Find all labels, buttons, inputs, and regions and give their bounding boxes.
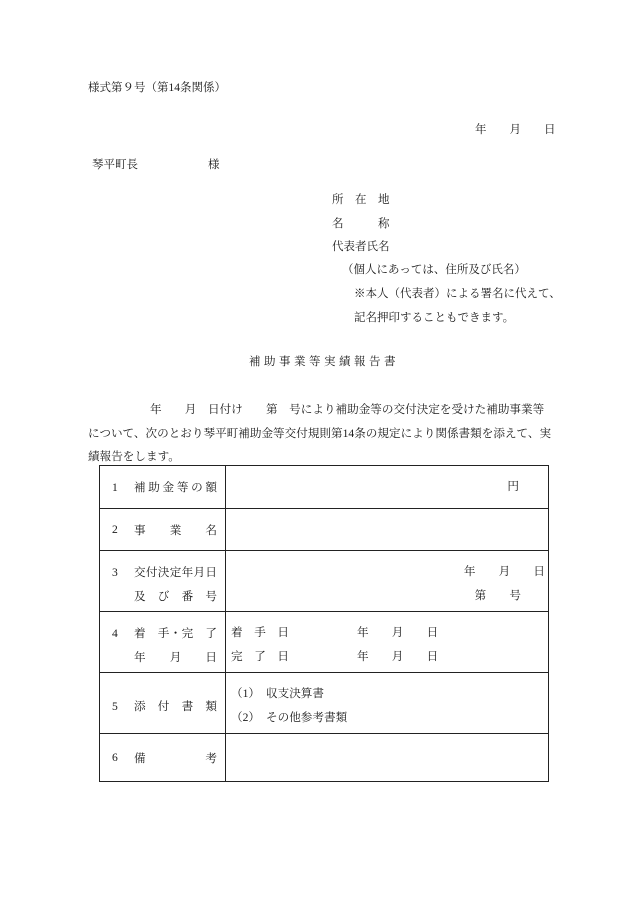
label-cell bbox=[100, 734, 226, 781]
value-cell bbox=[226, 466, 548, 508]
label-cell bbox=[100, 551, 226, 611]
table-row-attachments bbox=[100, 672, 548, 733]
row-number: 2 bbox=[112, 523, 118, 536]
body-line-2: について、次のとおり琴平町補助金等交付規則第14条の規定により関係書類を添えて、実 bbox=[88, 427, 552, 440]
table-row-project-name bbox=[100, 508, 548, 550]
report-table bbox=[99, 465, 549, 782]
row-number: 3 bbox=[112, 565, 118, 579]
value-cell bbox=[226, 673, 548, 733]
label-cell bbox=[100, 466, 226, 508]
decision-number: 第 号 bbox=[474, 589, 521, 602]
row-number: 5 bbox=[112, 699, 118, 713]
applicant-representative-label: 代表者氏名 bbox=[332, 241, 390, 253]
label-line bbox=[112, 584, 225, 608]
table-row-start-completion bbox=[100, 611, 548, 672]
applicant-address-label: 所 在 地 bbox=[332, 194, 390, 206]
yen-unit: 円 bbox=[507, 480, 519, 493]
attachment-item bbox=[231, 682, 548, 706]
body-line-1: 年 月 日付け 第 号により補助金等の交付決定を受けた補助事業等 bbox=[150, 403, 545, 416]
value-cell bbox=[226, 612, 548, 672]
value-cell bbox=[226, 509, 548, 550]
row-label: 添 付 書 類 bbox=[134, 700, 217, 713]
row-number: 6 bbox=[112, 751, 118, 764]
label-line bbox=[112, 645, 225, 669]
end-date-label: 完 了 日 bbox=[231, 650, 289, 663]
signature-note-line-2: 記名押印することもできます。 bbox=[354, 312, 515, 324]
label-line bbox=[112, 694, 225, 718]
table-row-subsidy-amount bbox=[100, 466, 548, 508]
row-label: 事 業 名 bbox=[134, 523, 217, 537]
label-line bbox=[112, 560, 225, 584]
end-date-line bbox=[231, 645, 548, 669]
attachment-number: （1） bbox=[231, 687, 260, 700]
label-line bbox=[112, 621, 225, 645]
row-label: 着 手・完 了 bbox=[134, 627, 217, 640]
start-date-line bbox=[231, 621, 548, 645]
end-date-value: 年 月 日 bbox=[357, 650, 439, 663]
label-line bbox=[112, 746, 225, 770]
label-cell bbox=[100, 509, 226, 550]
start-date-value: 年 月 日 bbox=[357, 626, 439, 639]
value-cell bbox=[226, 734, 548, 781]
document-title: 補助事業等実績報告書 bbox=[249, 356, 399, 368]
table-row-grant-decision bbox=[100, 550, 548, 611]
applicant-name-label: 名 称 bbox=[332, 218, 390, 230]
label-cell bbox=[100, 673, 226, 733]
row-label: 備 考 bbox=[134, 751, 217, 765]
form-number: 様式第９号（第14条関係） bbox=[88, 82, 226, 94]
attachment-item bbox=[231, 706, 548, 730]
body-line-3: 績報告をします。 bbox=[88, 450, 180, 463]
attachment-text: その他参考書類 bbox=[266, 711, 348, 724]
row-label: 年 月 日 bbox=[134, 651, 217, 664]
addressee-honorific: 様 bbox=[208, 159, 220, 171]
signature-note-line-1: ※本人（代表者）による署名に代えて、 bbox=[354, 288, 561, 300]
addressee-name: 琴平町長 bbox=[92, 159, 138, 171]
row-label: 補助金等の額 bbox=[134, 481, 217, 494]
row-number: 4 bbox=[112, 626, 118, 640]
report-date: 年 月 日 bbox=[475, 124, 556, 136]
label-line bbox=[112, 518, 225, 542]
start-date-label: 着 手 日 bbox=[231, 626, 289, 639]
attachment-text: 収支決算書 bbox=[266, 687, 324, 700]
row-number: 1 bbox=[112, 480, 118, 494]
row-label: 交付決定年月日 bbox=[134, 566, 217, 579]
table-row-remarks bbox=[100, 733, 548, 781]
label-cell bbox=[100, 612, 226, 672]
individual-note: （個人にあっては、住所及び氏名） bbox=[342, 264, 526, 276]
value-cell bbox=[226, 551, 548, 611]
attachment-number: （2） bbox=[231, 711, 260, 724]
decision-date: 年 月 日 bbox=[463, 565, 545, 578]
row-label: 及 び 番 号 bbox=[134, 590, 217, 603]
label-line bbox=[112, 475, 225, 499]
